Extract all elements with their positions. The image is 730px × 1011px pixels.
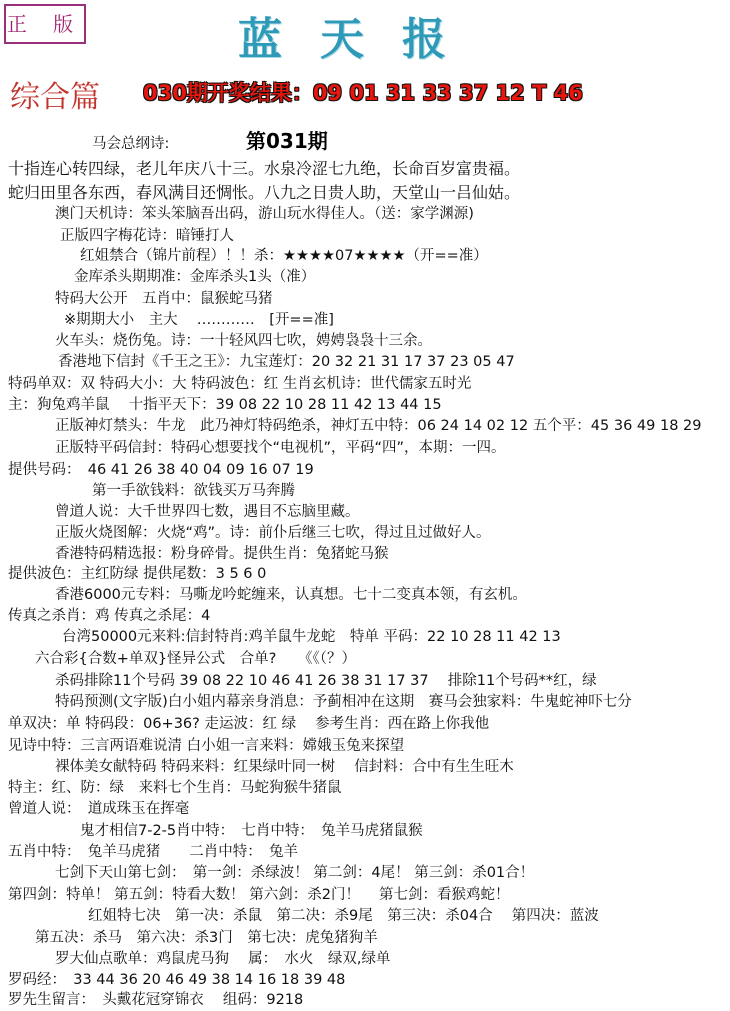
- content-line: 特主：红、防：绿 来料七个生肖：马蛇狗猴牛猪鼠: [8, 780, 342, 796]
- content-line: 澳门天机诗：笨头笨脑吾出码，游山玩水得佳人。（送：家学渊源): [55, 206, 474, 222]
- content-line: 正版火烧图解：火烧“鸡”。诗：前仆后继三七吹，得过且过做好人。: [55, 525, 491, 541]
- issue-number: 第031期: [246, 129, 328, 153]
- content-line: 香港特码精选报：粉身碎骨。提供生肖：兔猪蛇马猴: [55, 546, 389, 562]
- content-line: 第四剑：特单！ 第五剑：特看大数！ 第六剑：杀2门！ 第七剑：看猴鸡蛇！: [8, 887, 510, 903]
- content-line: 提供号码： 46 41 26 38 40 04 09 16 07 19: [8, 462, 314, 478]
- content-line: 鬼才相信7-2-5肖中特： 七肖中特： 兔羊马虎猪鼠猴: [80, 823, 423, 839]
- content-line: 正版神灯禁头：牛龙 此乃神灯特码绝杀，神灯五中特：06 24 14 02 12 五个平：45 36 49 18 29: [55, 418, 702, 434]
- content-line: 特码单双：双 特码大小：大 特码波色：红 生肖玄机诗：世代儒家五时光: [8, 376, 472, 392]
- content-line: 第一手欲钱料：欲钱买万马奔腾: [92, 483, 295, 499]
- content-line: 正版特平码信封：特码心想要找个“电视机”，平码“四”，本期：一四。: [55, 440, 506, 456]
- content-line: 蛇归田里各东西，春风满目还惆怅。八九之日贵人助，天堂山一吕仙姑。: [8, 183, 521, 202]
- content-line: 马会总纲诗:: [92, 136, 170, 152]
- content-line: 香港6000元专料：马嘶龙吟蛇缠来，认真想。七十二变真本领，有玄机。: [55, 587, 527, 603]
- content-line: 特码预测(文字版)白小姐内幕亲身消息：予蓟相冲在这期 赛马会独家料：牛鬼蛇神吓七分: [55, 694, 632, 710]
- content-line: 传真之杀肖：鸡 传真之杀尾：4: [8, 608, 211, 624]
- content-line: 红姐特七决 第一决：杀鼠 第二决：杀9尾 第三决：杀04合 第四决：蓝波: [88, 908, 599, 924]
- content-line: 六合彩{合数+单双}怪异公式 合单? 《《（？）: [35, 651, 357, 667]
- content-line: 五肖中特： 兔羊马虎猪 二肖中特： 兔羊: [8, 844, 298, 860]
- content-line: 罗大仙点歌单：鸡鼠虎马狗 属： 水火 绿双,绿单: [55, 951, 391, 967]
- content-line: 火车头：烧伤兔。诗：一十轻风四七吹，娉娉袅袅十三余。: [55, 333, 432, 349]
- content-line: 七剑下天山第七剑： 第一剑：杀绿波！ 第二剑：4尾！ 第三剑：杀01合！: [55, 865, 535, 881]
- content-line: 杀码排除11个号码 39 08 22 10 46 41 26 38 31 17 37 排除11个号码**红，绿: [55, 673, 597, 689]
- content-line: 十指连心转四绿，老儿年庆八十三。水泉冷涩七九绝，长命百岁富贵福。: [8, 159, 521, 178]
- content-line: 曾道人说：大千世界四七数，遇目不忘脑里藏。: [55, 504, 360, 520]
- content-line: 第五决：杀马 第六决：杀3门 第七决：虎兔猪狗羊: [35, 930, 378, 946]
- content-line: ※期期大小 主大 ………… [开==准]: [64, 312, 334, 328]
- content-line: 金库杀头期期准：金库杀头1头（准）: [74, 269, 316, 285]
- content-line: 单双决：单 特码段：06+36? 走运波：红 绿 参考生肖：西在路上你我他: [8, 716, 490, 732]
- content-line: 正版四字梅花诗：暗锤打人: [60, 228, 234, 244]
- newspaper-title: 蓝天报: [238, 14, 484, 65]
- draw-result: 030期开奖结果：09 01 31 33 37 12 T 46: [143, 81, 583, 105]
- content-line: 提供波色：主红防绿 提供尾数：3 5 6 0: [8, 566, 267, 582]
- content-line: 罗先生留言： 头戴花冠穿锦衣 组码：9218: [8, 992, 304, 1008]
- section-label: 综合篇: [10, 80, 100, 115]
- content-line: 裸体美女献特码 特码来料：红果绿叶同一树 信封料：合中有生生旺木: [55, 759, 514, 775]
- content-line: 见诗中特：三言两语难说清 白小姐一言来料：嫦娥玉兔来探望: [8, 738, 405, 754]
- content-line: 红姐禁合（锦片前程）！！杀：★★★★07★★★★（开==准）: [80, 248, 488, 264]
- content-line: 香港地下信封《千王之王》：九宝莲灯：20 32 21 31 17 37 23 05 47: [58, 354, 515, 370]
- content-line: 台湾50000元来料:信封特肖:鸡羊鼠牛龙蛇 特单 平码：22 10 28 11 42 13: [62, 629, 561, 645]
- authentic-badge: 正 版: [4, 4, 86, 44]
- content-line: 曾道人说： 道成珠玉在挥毫: [8, 801, 190, 817]
- content-line: 主：狗兔鸡羊鼠 十指平天下：39 08 22 10 28 11 42 13 44 15: [8, 397, 442, 413]
- content-line: 罗码经： 33 44 36 20 46 49 38 14 16 18 39 48: [8, 972, 346, 988]
- content-line: 特码大公开 五肖中：鼠猴蛇马猪: [55, 291, 273, 307]
